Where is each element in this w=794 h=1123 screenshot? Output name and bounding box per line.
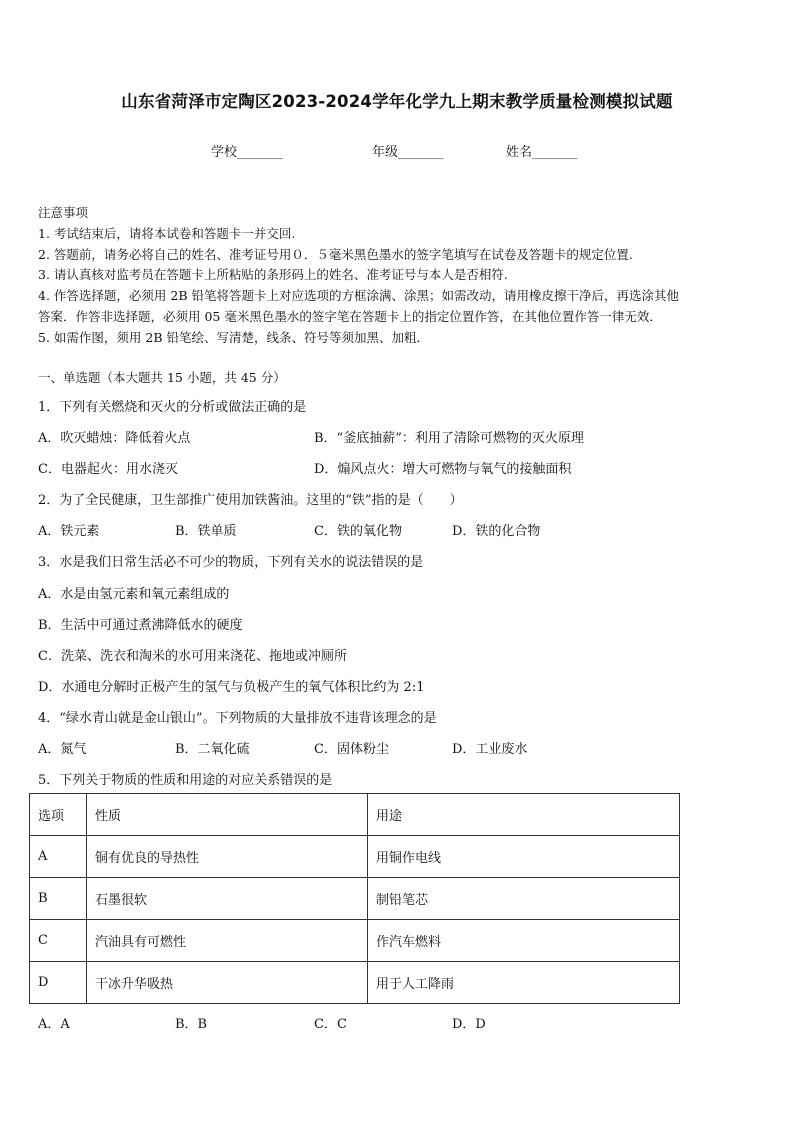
q3-stem: 3．水是我们日常生活必不可少的物质，下列有关水的说法错误的是 [38,555,424,570]
q3-option-c[interactable]: C．洗菜、洗衣和淘米的水可用来浇花、拖地或冲厕所 [38,649,347,664]
table-cell: 干冰升华吸热 [87,962,368,1004]
q4-option-c[interactable]: C．固体粉尘 [314,742,389,757]
q1-option-d[interactable]: D．煽风点火：增大可燃物与氧气的接触面积 [314,462,572,477]
table-cell: B [30,878,87,920]
table-row [30,962,680,1004]
notes-heading: 注意事项 [38,205,89,220]
q3-option-b[interactable]: B．生活中可通过煮沸降低水的硬度 [38,618,243,633]
table-row [30,920,680,962]
table-cell: 汽油具有可燃性 [87,920,368,962]
note-item: 2. 答题前，请务必将自己的姓名、准考证号用０．５毫米黑色墨水的签字笔填写在试卷及答题卡的规定位置. [38,247,633,262]
q2-option-c[interactable]: C．铁的氧化物 [314,524,402,539]
table-cell: 用铜作电线 [368,836,680,878]
table-cell: C [30,920,87,962]
school-blank: _______ [237,145,283,160]
q4-option-b[interactable]: B．二氧化硫 [175,742,250,757]
q4-option-d[interactable]: D．工业废水 [452,742,528,757]
grade-field[interactable] [372,141,444,160]
q3-option-d[interactable]: D．水通电分解时正极产生的氢气与负极产生的氧气体积比约为 2:1 [38,680,425,695]
note-item: 1. 考试结束后，请将本试卷和答题卡一并交回. [38,226,296,241]
q5-option-b[interactable]: B．B [175,1017,208,1032]
grade-blank: _______ [398,145,444,160]
table-cell: 作汽车燃料 [368,920,680,962]
note-item: 3. 请认真核对监考员在答题卡上所粘贴的条形码上的姓名、准考证号与本人是否相符. [38,267,508,282]
table-header-row [30,794,680,836]
note-item: 答案．作答非选择题，必须用 05 毫米黑色墨水的签字笔在答题卡上的指定位置作答，在其他位置作答一律无效． [38,309,662,324]
section-heading: 一、单选题（本大题共 15 小题，共 45 分） [38,370,286,385]
q1-option-b[interactable]: B．“釜底抽薪”：利用了清除可燃物的灭火原理 [314,431,584,446]
table-row [30,836,680,878]
q5-option-a[interactable]: A．A [38,1017,70,1032]
school-field[interactable] [211,141,283,160]
q2-option-d[interactable]: D．铁的化合物 [452,524,541,539]
table-header-cell: 性质 [87,794,368,836]
name-label: 姓名 [506,145,533,160]
note-item: 4. 作答选择题，必须用 2B 铅笔将答题卡上对应选项的方框涂满、涂黑；如需改动，请用橡皮擦干净后，再选涂其他 [38,288,679,303]
property-use-table [29,793,680,1004]
note-item: 5. 如需作图，须用 2B 铅笔绘、写清楚，线条、符号等须加黑、加粗． [38,330,429,345]
table-cell: 石墨很软 [87,878,368,920]
school-label: 学校 [211,145,238,160]
table-cell: D [30,962,87,1004]
table-cell: 用于人工降雨 [368,962,680,1004]
table-cell: A [30,836,87,878]
q2-option-b[interactable]: B．铁单质 [175,524,237,539]
q5-option-d[interactable]: D．D [452,1017,486,1032]
name-field[interactable] [506,141,578,160]
table-header-cell: 用途 [368,794,680,836]
q4-option-a[interactable]: A．氮气 [38,742,87,757]
q5-stem: 5．下列关于物质的性质和用途的对应关系错误的是 [38,773,333,788]
exam-title: 山东省菏泽市定陶区2023-2024学年化学九上期末教学质量检测模拟试题 [121,92,673,111]
q5-option-c[interactable]: C．C [314,1017,347,1032]
table-cell: 铜有优良的导热性 [87,836,368,878]
name-blank: _______ [532,145,578,160]
table-row [30,878,680,920]
table-cell: 制铅笔芯 [368,878,680,920]
q2-stem: 2．为了全民健康，卫生部推广使用加铁酱油。这里的“铁”指的是（ ） [38,493,463,508]
q3-option-a[interactable]: A．水是由氢元素和氧元素组成的 [38,587,230,602]
q4-stem: 4．“绿水青山就是金山银山”。下列物质的大量排放不违背该理念的是 [38,711,437,726]
student-info-row [0,141,794,161]
q1-stem: 1．下列有关燃烧和灭火的分析或做法正确的是 [38,400,307,415]
table-header-cell: 选项 [30,794,87,836]
grade-label: 年级 [372,145,399,160]
q2-option-a[interactable]: A．铁元素 [38,524,100,539]
q1-option-a[interactable]: A．吹灭蜡烛：降低着火点 [38,431,191,446]
q1-option-c[interactable]: C．电器起火：用水浇灭 [38,462,178,477]
